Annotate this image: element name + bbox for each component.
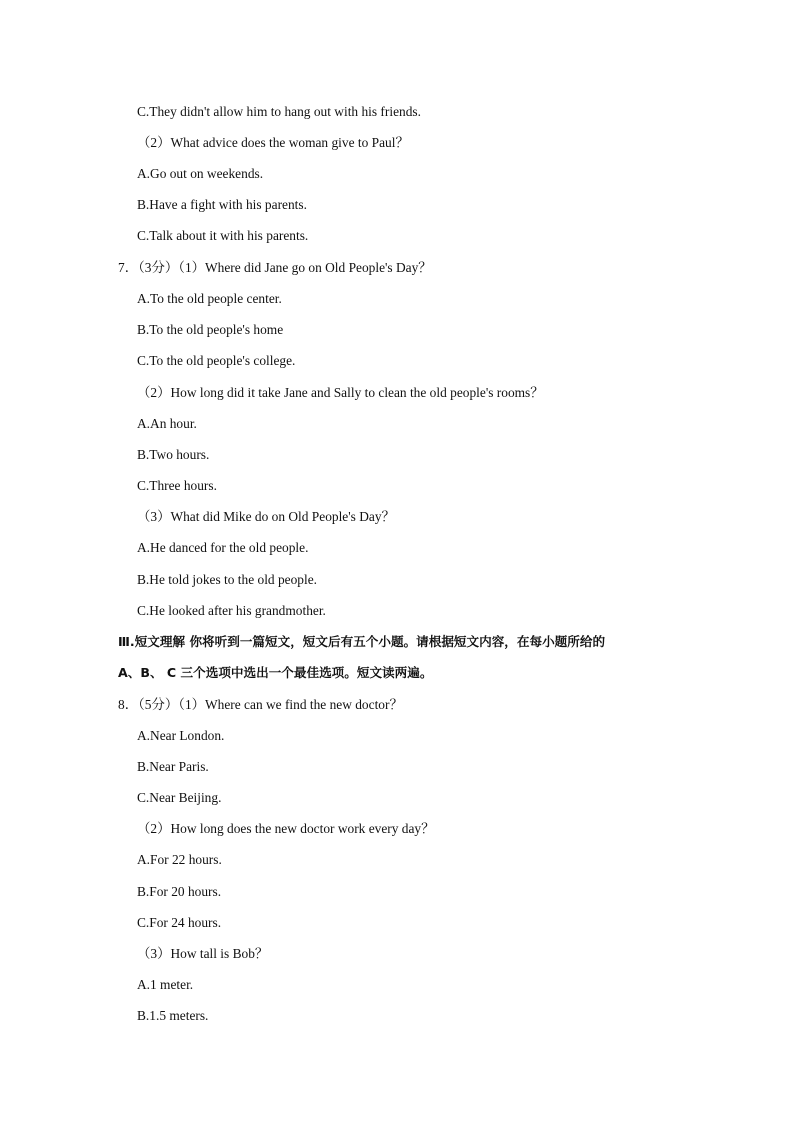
q7-3-option-b: B.He told jokes to the old people. bbox=[137, 572, 318, 587]
q7-3-option-c: C.He looked after his grandmother. bbox=[137, 603, 326, 618]
q8-header: 8．（5分）（1）Where can we find the new doctor？ bbox=[118, 697, 403, 712]
section-3-instructions-line-2: A、B、 C 三个选项中选出一个最佳选项。短文读两遍。 bbox=[118, 665, 433, 680]
q8-2-option-b: B.For 20 hours. bbox=[137, 884, 222, 899]
q8-1-option-b: B.Near Paris. bbox=[137, 759, 209, 774]
q7-subquestion-2: （2）How long did it take Jane and Sally to clean the old people's rooms？ bbox=[137, 385, 544, 400]
q7-subquestion-3: （3）What did Mike do on Old People's Day？ bbox=[137, 509, 395, 524]
q8-1-option-a: A.Near London. bbox=[137, 728, 225, 743]
q8-subquestion-3: （3）How tall is Bob？ bbox=[137, 946, 269, 961]
q7-header: 7．（3分）（1）Where did Jane go on Old People's Day？ bbox=[118, 260, 432, 275]
q6-subquestion-2: （2）What advice does the woman give to Paul？ bbox=[137, 135, 409, 150]
q7-2-option-b: B.Two hours. bbox=[137, 447, 210, 462]
q7-1-option-b: B.To the old people's home bbox=[137, 322, 284, 337]
q8-3-option-a: A.1 meter. bbox=[137, 977, 194, 992]
q7-2-option-a: A.An hour. bbox=[137, 416, 197, 431]
q6-2-option-c: C.Talk about it with his parents. bbox=[137, 228, 309, 243]
q8-2-option-c: C.For 24 hours. bbox=[137, 915, 222, 930]
q6-option-c: C.They didn't allow him to hang out with his friends. bbox=[137, 104, 421, 119]
section-3-instructions-line-1: Ⅲ.短文理解 你将听到一篇短文，短文后有五个小题。请根据短文内容，在每小题所给的 bbox=[118, 634, 606, 649]
q8-2-option-a: A.For 22 hours. bbox=[137, 852, 222, 867]
q8-subquestion-2: （2）How long does the new doctor work every day？ bbox=[137, 821, 435, 836]
q8-1-option-c: C.Near Beijing. bbox=[137, 790, 222, 805]
q7-3-option-a: A.He danced for the old people. bbox=[137, 540, 309, 555]
q6-2-option-b: B.Have a fight with his parents. bbox=[137, 197, 307, 212]
q7-1-option-a: A.To the old people center. bbox=[137, 291, 282, 306]
q7-1-option-c: C.To the old people's college. bbox=[137, 353, 296, 368]
q7-2-option-c: C.Three hours. bbox=[137, 478, 217, 493]
q8-3-option-b: B.1.5 meters. bbox=[137, 1008, 209, 1023]
q6-2-option-a: A.Go out on weekends. bbox=[137, 166, 264, 181]
